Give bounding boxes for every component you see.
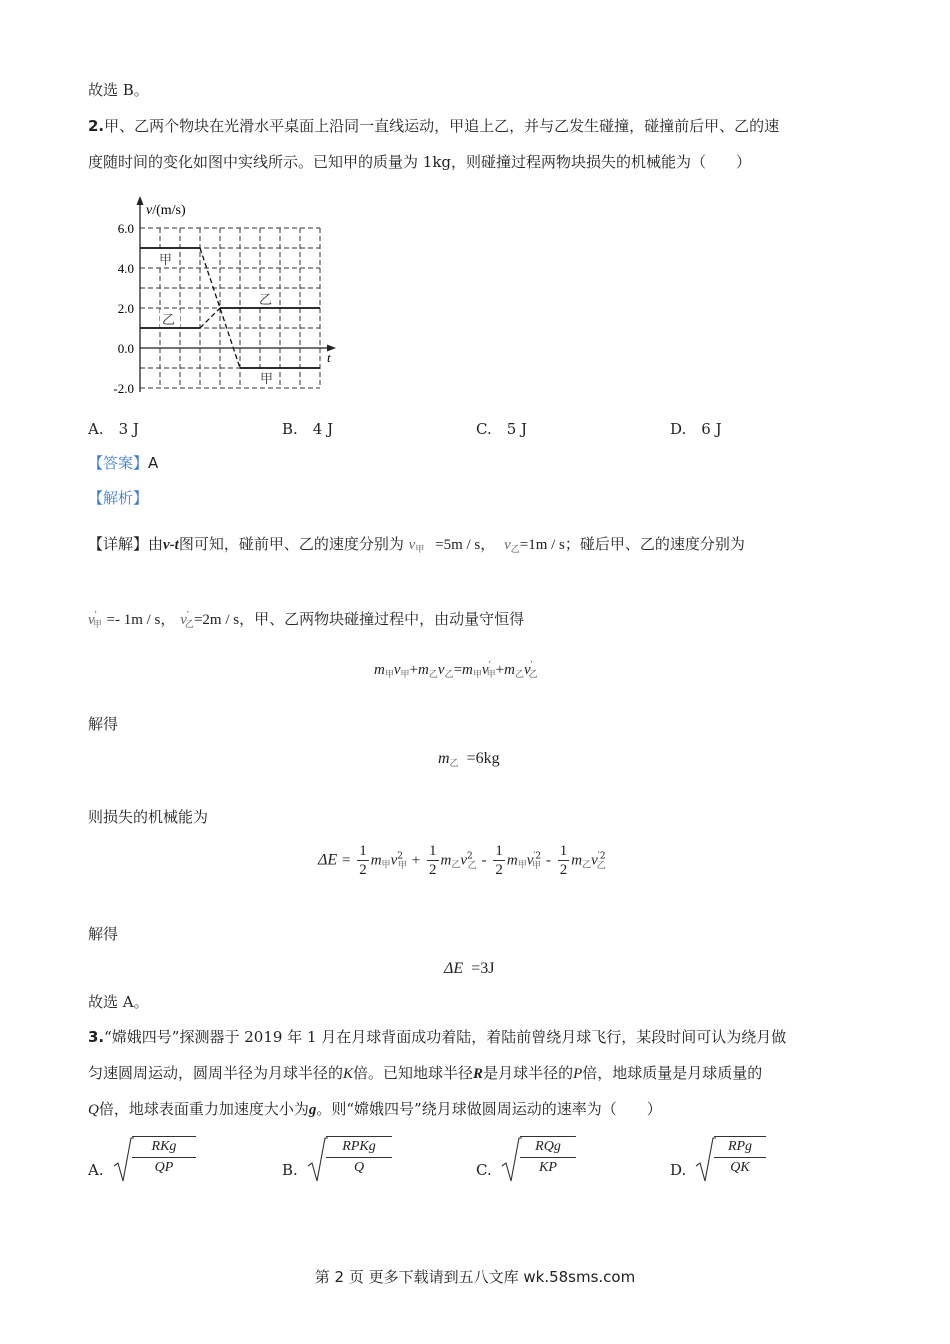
plus-1: + [409,662,419,678]
mass-sub: 乙 [449,759,459,769]
m2-sub: 乙 [428,670,438,680]
q3-option-b-frac [326,1136,392,1178]
vp-yi-prime: ′ [186,611,189,621]
y-axis-label: v/(m/s) [146,203,186,218]
label-yi-after: 乙 [259,292,273,307]
detail-label: 【详解】 [88,535,149,553]
frac-1-den: 2 [359,862,367,878]
q3-option-a-frac [132,1136,196,1178]
e-m2: m [440,852,452,869]
e-v2-sq: 2 [467,851,473,862]
v-jia-sub: 甲 [415,545,425,555]
result-equation [444,958,494,979]
frac-3-num: 1 [495,843,503,859]
e-v3-sq: ′2 [533,851,542,862]
e-m1: m [370,852,382,869]
q3-option-a-num: RKg [132,1137,196,1158]
e-m2-sub: 乙 [451,860,461,871]
page-footer: 第 2 页 更多下载请到五八文库 wk.58sms.com [314,1268,636,1286]
q2-text-1: 甲、乙两个物块在光滑水平桌面上沿同一直线运动，甲追上乙，并与乙发生碰撞，碰撞前后甲、乙的速 [104,117,780,135]
solve-1: 解得 [88,715,119,733]
energy-equals: = [341,852,351,869]
y-axis-arrow-icon [137,196,144,205]
v3-sub: 甲 [486,670,496,680]
comma-1: ， [480,535,496,553]
q2-option-c: C. 5 J [476,420,528,438]
frac-4-den: 2 [559,862,568,878]
answer-label: 【答案】 [88,454,149,472]
sqrt-icon [112,1136,134,1184]
v2-sub: 乙 [444,670,454,680]
q2-option-d: D. 6 J [670,420,722,438]
mass-equation [438,748,500,774]
e-v4: v [591,852,598,869]
v-yi-sub: 乙 [510,545,520,555]
m3-sub: 甲 [472,670,482,680]
frac-4 [558,842,570,879]
q3-option-b-den: Q [353,1160,365,1175]
q3-line2 [88,1063,762,1084]
answer-value: A [148,454,159,472]
q3-option-a-den: QP [154,1160,174,1175]
q3-option-d-label: D. [670,1161,687,1179]
frac-1-num: 1 [359,843,367,859]
q3-option-d-num: RPg [714,1137,766,1158]
y-tick-0: 0.0 [117,341,134,356]
e-minus-2: - [545,852,551,869]
e-v2-sub: 乙 [467,860,477,871]
v3-prime: ′ [488,661,491,671]
frac-2-den: 2 [429,862,437,878]
frac-2 [427,842,439,879]
q2-option-b: B. 4 J [282,420,334,438]
detail-line2 [88,606,524,635]
energy-equation [318,842,606,879]
v-yi: v [504,537,511,553]
e-v3: v [526,852,534,869]
vt-chart [100,192,360,402]
analysis-label: 【解析】 [88,489,149,507]
plus-2: + [495,662,505,678]
v1-sub: 甲 [400,670,410,680]
e-plus: + [411,852,421,869]
e-m3-sub: 甲 [517,860,527,871]
q3-option-d-frac [714,1136,766,1178]
v-yi-value: =1m / s [519,537,565,553]
m4-sub: 乙 [514,670,524,680]
solve-2: 解得 [88,925,119,943]
q3-number: 3. [88,1028,105,1046]
m3: m [462,662,473,678]
q2-option-a: A. 3 J [88,420,139,438]
vp-yi-sub: 乙 [184,620,194,630]
y-tick-6: 6.0 [117,221,134,236]
q3-line3 [88,1099,662,1120]
e-v2: v [460,852,468,869]
q3-line1 [88,1027,786,1047]
y-tick-2: 2.0 [117,301,134,316]
answer-line [88,453,158,473]
y-tick-4: 4.0 [117,261,134,276]
q3-R: R [473,1066,484,1082]
vp-jia: v [88,612,95,628]
detail-text-3: ；碰后甲、乙的速度分别为 [564,535,745,553]
frac-1 [357,842,369,879]
q3-option-b-num: RPKg [326,1137,392,1158]
detail-text-1: 由 [148,535,164,553]
e-v1-sq: 2 [397,851,403,862]
conclusion-a: 故选 A。 [88,993,149,1011]
q2-number: 2. [88,117,105,135]
detail-text-4: ，甲、乙两物块碰撞过程中，由动量守恒得 [239,610,525,628]
delta-e: ΔE [318,851,338,869]
q3-option-b-label: B. [282,1161,298,1179]
sqrt-icon [306,1136,328,1184]
frac-4-num: 1 [559,843,568,859]
q3-Q: Q [88,1102,99,1118]
e-m4-sub: 乙 [582,860,592,871]
mass-m: m [438,750,450,767]
v4-prime: ′ [530,661,533,671]
vp-yi: v [180,612,187,628]
e-v4-sub: 乙 [596,860,606,871]
label-jia-after: 甲 [260,371,274,386]
q3-option-d-den: QK [730,1160,750,1175]
v3: v [481,662,489,678]
e-v1-sub: 甲 [397,860,407,871]
vp-jia-value: =- 1m / s [106,612,161,628]
q3-option-c-den: KP [539,1160,557,1175]
m1: m [374,662,385,678]
momentum-equation [374,656,538,685]
detail-text-2: 图可知，碰前甲、乙的速度分别为 [178,535,404,553]
frac-3 [493,842,505,879]
q3-option-c-frac [520,1136,576,1178]
v-jia: v [408,537,416,553]
transition-yi [200,308,220,328]
conclusion-b: 故选 B。 [88,81,149,99]
equals: = [453,662,463,678]
q3-option-c-num: RQg [520,1137,576,1158]
vp-jia-prime: ′ [94,611,97,621]
q3-option-a-label: A. [88,1161,104,1179]
q2-line1 [88,116,779,136]
v1: v [393,662,401,678]
q3-text-1: “嫦娥四号”探测器于 2019 年 1 月在月球背面成功着陆，着陆前曾绕月球飞行，某段时间可认为绕月做 [104,1028,787,1046]
mass-value: =6kg [466,750,500,767]
frac-3-den: 2 [495,862,503,878]
detail-line1 [88,534,745,560]
q3-text-2b: 倍。已知地球半径 [353,1064,474,1082]
m4: m [504,662,515,678]
vt-term: v-t [163,537,179,553]
e-v4-sq: ′2 [597,851,606,862]
energy-intro: 则损失的机械能为 [88,808,209,826]
label-jia-before: 甲 [159,252,173,267]
v4-sub: 乙 [528,670,538,680]
q3-text-2c: 是月球半径的 [483,1064,574,1082]
q3-option-c-label: C. [476,1161,492,1179]
e-m4: m [571,852,583,869]
e-v1: v [390,852,398,869]
e-m1-sub: 甲 [381,860,391,871]
q3-text-2a: 匀速圆周运动，圆周半径为月球半径的 [88,1064,344,1082]
m2: m [418,662,429,678]
result-delta-e: ΔE [444,960,464,977]
sqrt-icon [694,1136,716,1184]
q3-P: P [573,1066,583,1082]
q2-line2: 度随时间的变化如图中实线所示。已知甲的质量为 1kg，则碰撞过程两物块损失的机械能为（ ） [88,153,752,171]
sqrt-icon [500,1136,522,1184]
result-value: =3J [471,960,495,977]
q3-K: K [343,1066,354,1082]
x-axis-label: t [327,350,331,365]
e-m3: m [506,852,518,869]
e-minus-1: - [481,852,487,869]
vp-yi-value: =2m / s [193,612,240,628]
q3-text-3b: 。则“嫦娥四号”绕月球做圆周运动的速率为（ ） [316,1100,662,1118]
v2: v [437,662,445,678]
v-jia-value: =5m / s [435,537,481,553]
e-v3-sub: 甲 [532,860,542,871]
y-tick-neg2: -2.0 [113,381,134,396]
vp-jia-sub: 甲 [92,620,102,630]
v4: v [523,662,531,678]
q3-g: g [308,1102,317,1118]
comma-2: ， [160,610,176,628]
label-yi-before: 乙 [162,312,176,327]
frac-2-num: 1 [429,843,437,859]
q3-text-3a: 倍，地球表面重力加速度大小为 [98,1100,309,1118]
q3-text-2d: 倍，地球质量是月球质量的 [582,1064,763,1082]
m1-sub: 甲 [384,670,394,680]
